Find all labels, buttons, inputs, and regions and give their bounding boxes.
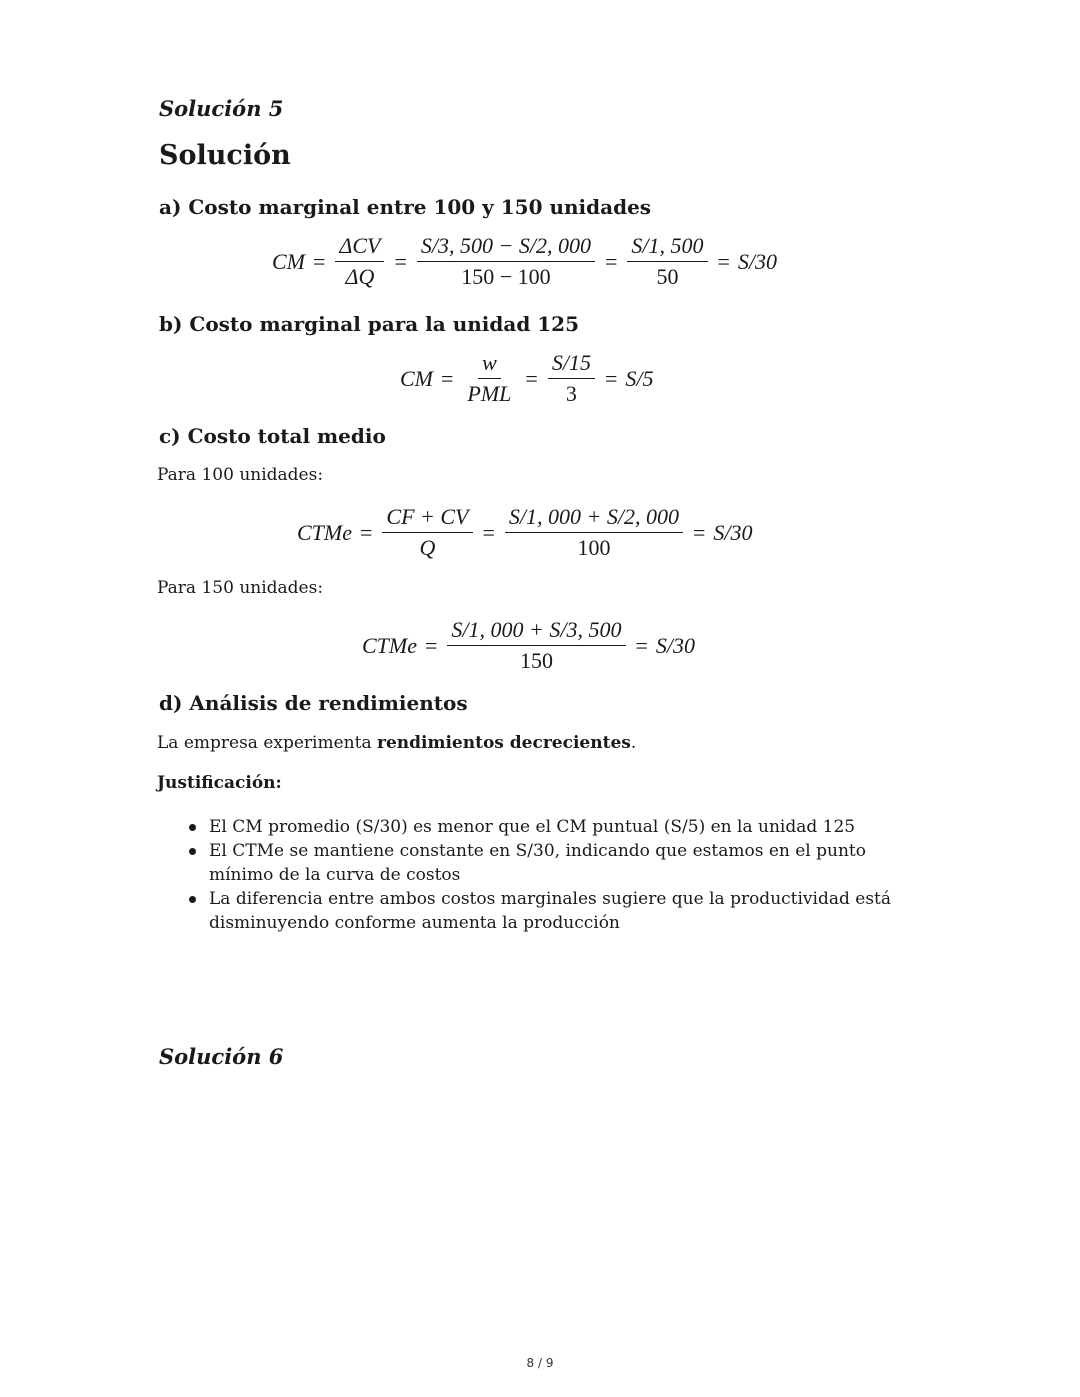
- list-item: [209, 815, 929, 839]
- eq-c100-lhs: CTMe: [297, 519, 352, 545]
- eq-a-frac-2: [417, 233, 595, 290]
- bullet-text: El CTMe se mantiene constante en S/30, indicando que estamos en el punto mínimo de la curva de costos: [209, 841, 866, 885]
- page-number: 8 / 9: [526, 1356, 554, 1370]
- equals-sign: =: [525, 365, 538, 391]
- eq-a-frac-3-den: 50: [656, 264, 679, 289]
- bullet-icon: [189, 848, 196, 855]
- eq-b-frac-1: [463, 350, 515, 407]
- eq-c150-frac-1-num: S/1, 000 + S/3, 500: [447, 617, 625, 646]
- equals-sign: =: [482, 519, 495, 545]
- returns-statement-suffix: .: [630, 733, 637, 753]
- equals-sign: =: [693, 519, 706, 545]
- returns-statement: [157, 733, 636, 753]
- eq-b-frac-1-den: PML: [467, 381, 512, 406]
- eq-c150-result: S/30: [655, 632, 696, 658]
- equation-c-150: [362, 617, 695, 674]
- eq-a-result: S/30: [737, 248, 778, 274]
- eq-a-lhs: CM: [272, 248, 305, 274]
- list-item: [209, 887, 929, 935]
- equals-sign: =: [360, 519, 373, 545]
- label-150-units: Para 150 unidades:: [157, 578, 324, 598]
- eq-c100-frac-2-den: 100: [577, 535, 611, 560]
- bullet-text: El CM promedio (S/30) es menor que el CM puntual (S/5) en la unidad 125: [209, 817, 856, 837]
- part-a-heading: a) Costo marginal entre 100 y 150 unidades: [159, 195, 652, 219]
- solution-6-title: Solución 6: [159, 1044, 284, 1069]
- equation-a: [272, 233, 777, 290]
- part-d-heading: d) Análisis de rendimientos: [159, 691, 468, 715]
- eq-b-lhs: CM: [400, 365, 433, 391]
- label-100-units: Para 100 unidades:: [157, 465, 324, 485]
- eq-a-frac-1-num: ΔCV: [335, 233, 384, 262]
- eq-c100-frac-2-num: S/1, 000 + S/2, 000: [505, 504, 683, 533]
- eq-c100-result: S/30: [713, 519, 753, 545]
- solution-5-title: Solución 5: [159, 96, 284, 121]
- eq-c150-frac-1-den: 150: [519, 648, 553, 673]
- eq-c100-frac-1-num: CF + CV: [382, 504, 472, 533]
- equals-sign: =: [394, 248, 407, 274]
- justification-label: Justificación:: [157, 773, 282, 793]
- equals-sign: =: [313, 248, 326, 274]
- equation-c-100: [297, 504, 753, 561]
- equals-sign: =: [425, 632, 438, 658]
- part-c-heading: c) Costo total medio: [159, 424, 386, 448]
- equals-sign: =: [441, 365, 454, 391]
- eq-c100-frac-2: [505, 504, 683, 561]
- eq-a-frac-3-num: S/1, 500: [627, 233, 707, 262]
- list-item: [209, 839, 929, 887]
- bullet-text: La diferencia entre ambos costos marginales sugiere que la productividad está disminuyendo conforme aumenta la producción: [209, 889, 892, 933]
- eq-a-frac-1-den: ΔQ: [345, 264, 375, 289]
- eq-a-frac-3: [627, 233, 707, 290]
- eq-c100-frac-1: [382, 504, 472, 561]
- eq-b-frac-2: [548, 350, 595, 407]
- justification-list: [209, 815, 929, 935]
- bullet-icon: [189, 824, 196, 831]
- returns-statement-prefix: La empresa experimenta: [157, 733, 377, 753]
- eq-b-result: S/5: [625, 365, 654, 391]
- eq-b-frac-2-num: S/15: [548, 350, 595, 379]
- solution-heading: Solución: [159, 140, 291, 171]
- eq-a-frac-2-num: S/3, 500 − S/2, 000: [417, 233, 595, 262]
- eq-a-frac-2-den: 150 − 100: [461, 264, 551, 289]
- eq-a-frac-1: [335, 233, 384, 290]
- part-b-heading: b) Costo marginal para la unidad 125: [159, 312, 580, 336]
- returns-statement-bold: rendimientos decrecientes: [377, 733, 631, 753]
- eq-c150-lhs: CTMe: [362, 632, 417, 658]
- eq-b-frac-1-num: w: [478, 350, 501, 379]
- eq-c100-frac-1-den: Q: [419, 535, 436, 560]
- equals-sign: =: [604, 365, 618, 391]
- bullet-icon: [189, 896, 196, 903]
- equation-b: [400, 350, 654, 407]
- equals-sign: =: [635, 632, 648, 658]
- eq-c150-frac-1: [447, 617, 625, 674]
- equals-sign: =: [717, 248, 730, 274]
- equals-sign: =: [604, 248, 618, 274]
- eq-b-frac-2-den: 3: [565, 381, 577, 406]
